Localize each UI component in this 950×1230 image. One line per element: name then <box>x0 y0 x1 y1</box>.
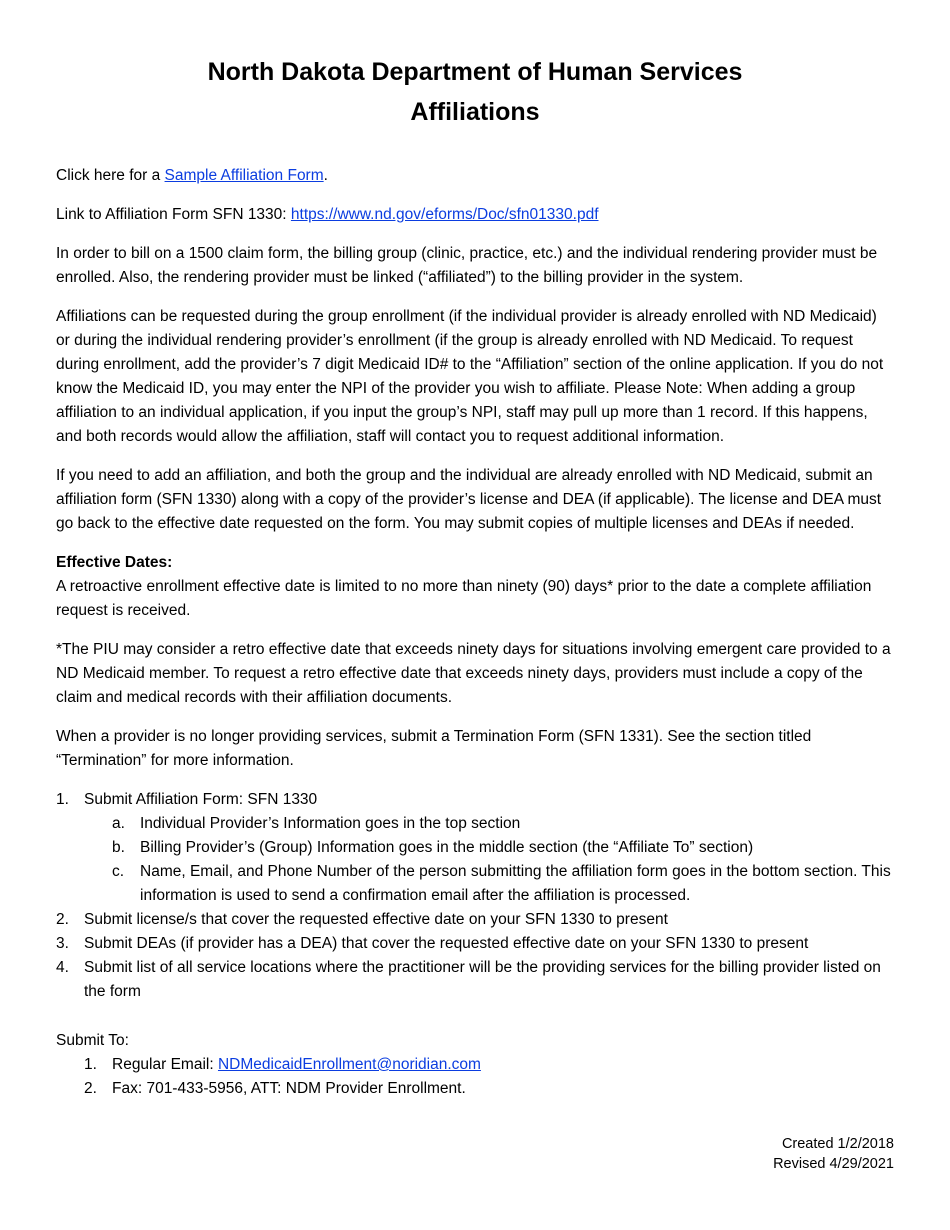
list-item <box>56 932 894 956</box>
document-header <box>56 52 894 132</box>
sample-affiliation-form-link[interactable]: Sample Affiliation Form <box>164 167 324 184</box>
billing-requirements-paragraph: In order to bill on a 1500 claim form, the billing group (clinic, practice, etc.) and the individual rendering provider must be enrolled. Also, the rendering provider must be linked (“affiliated”) to the billing provider in the system. <box>56 245 878 286</box>
page-subtitle: Affiliations <box>410 98 540 126</box>
list-item <box>56 956 894 1004</box>
submit-to-section <box>56 1029 894 1101</box>
document-footer <box>773 1134 894 1174</box>
affiliation-form-pdf-link[interactable]: https://www.nd.gov/eforms/Doc/sfn01330.pdf <box>290 206 599 223</box>
termination-paragraph: When a provider is no longer providing services, submit a Termination Form (SFN 1331). See the section titled “Termination” for more information. <box>56 728 812 769</box>
sample-form-suffix: . <box>323 167 328 184</box>
revised-date: Revised 4/29/2021 <box>773 1156 894 1172</box>
list-item <box>112 812 894 836</box>
sample-form-prefix: Click here for a <box>56 167 165 184</box>
effective-dates-text: A retroactive enrollment effective date is limited to no more than ninety (90) days* prior to the date a complete affiliation request is received. <box>56 578 872 619</box>
sub-steps-list <box>84 812 894 908</box>
page-title: North Dakota Department of Human Services <box>207 58 743 86</box>
list-item <box>56 788 894 908</box>
step-text: Submit list of all service locations where the practitioner will be the providing services for the billing provider listed on the form <box>84 959 881 1000</box>
effective-dates-heading: Effective Dates: <box>56 554 173 571</box>
sample-form-line <box>56 164 894 188</box>
step-number: 1. <box>56 791 69 808</box>
submit-to-list <box>56 1053 894 1101</box>
list-item <box>112 836 894 860</box>
sub-step-letter: b. <box>112 839 125 856</box>
affiliation-form-prefix: Link to Affiliation Form SFN 1330: <box>56 206 291 223</box>
enrollment-email-link[interactable]: NDMedicaidEnrollment@noridian.com <box>217 1056 481 1073</box>
step-text: Submit license/s that cover the requested effective date on your SFN 1330 to present <box>84 911 668 928</box>
submit-item-number: 1. <box>84 1056 97 1073</box>
step-number: 2. <box>56 911 69 928</box>
affiliation-form-line <box>56 203 894 227</box>
submit-item-number: 2. <box>84 1080 97 1097</box>
list-item <box>84 1077 894 1101</box>
existing-enrollment-paragraph: If you need to add an affiliation, and both the group and the individual are already enrolled with ND Medicaid, submit an affiliation form (SFN 1330) along with a copy of the provider’s license and DEA (if applicable). The license and DEA must go back to the effective date requested on the form. You may submit copies of multiple licenses and DEAs if needed. <box>56 467 882 532</box>
email-prefix: Regular Email: <box>112 1056 218 1073</box>
created-date: Created 1/2/2018 <box>781 1136 894 1152</box>
list-item <box>84 1053 894 1077</box>
sub-step-letter: a. <box>112 815 125 832</box>
sub-step-text: Individual Provider’s Information goes in the top section <box>140 815 521 832</box>
step-text: Submit Affiliation Form: SFN 1330 <box>84 791 318 808</box>
step-number: 4. <box>56 959 69 976</box>
enrollment-affiliation-paragraph: Affiliations can be requested during the group enrollment (if the individual provider is already enrolled with ND Medicaid) or during the individual rendering provider’s enrollment (if the group is already enrolled with ND Medicaid. To request during enrollment, add the provider’s 7 digit Medicaid ID# to the “Affiliation” section of the online application. If you do not know the Medicaid ID, you may enter the NPI of the provider you wish to affiliate. Please Note: When adding a group affiliation to an individual application, if you input the group’s NPI, staff may pull up more than 1 record. If this happens, and both records would allow the affiliation, staff will contact you to request additional information. <box>56 308 884 445</box>
effective-dates-section <box>56 551 894 623</box>
piu-note-paragraph: *The PIU may consider a retro effective date that exceeds ninety days for situations involving emergent care provided to a ND Medicaid member. To request a retro effective date that exceeds ninety days, providers must include a copy of the claim and medical records with their affiliation documents. <box>56 641 891 706</box>
step-number: 3. <box>56 935 69 952</box>
list-item <box>56 908 894 932</box>
list-item <box>112 860 894 908</box>
step-text: Submit DEAs (if provider has a DEA) that cover the requested effective date on your SFN 1330 to present <box>84 935 809 952</box>
sub-step-text: Name, Email, and Phone Number of the person submitting the affiliation form goes in the bottom section. This information is used to send a confirmation email after the affiliation is processed. <box>140 863 891 904</box>
sub-step-text: Billing Provider’s (Group) Information goes in the middle section (the “Affiliate To” section) <box>140 839 754 856</box>
fax-text: Fax: 701-433-5956, ATT: NDM Provider Enrollment. <box>112 1080 466 1097</box>
sub-step-letter: c. <box>112 863 125 880</box>
submit-to-heading: Submit To: <box>56 1032 129 1049</box>
submission-steps-list <box>56 788 894 1004</box>
